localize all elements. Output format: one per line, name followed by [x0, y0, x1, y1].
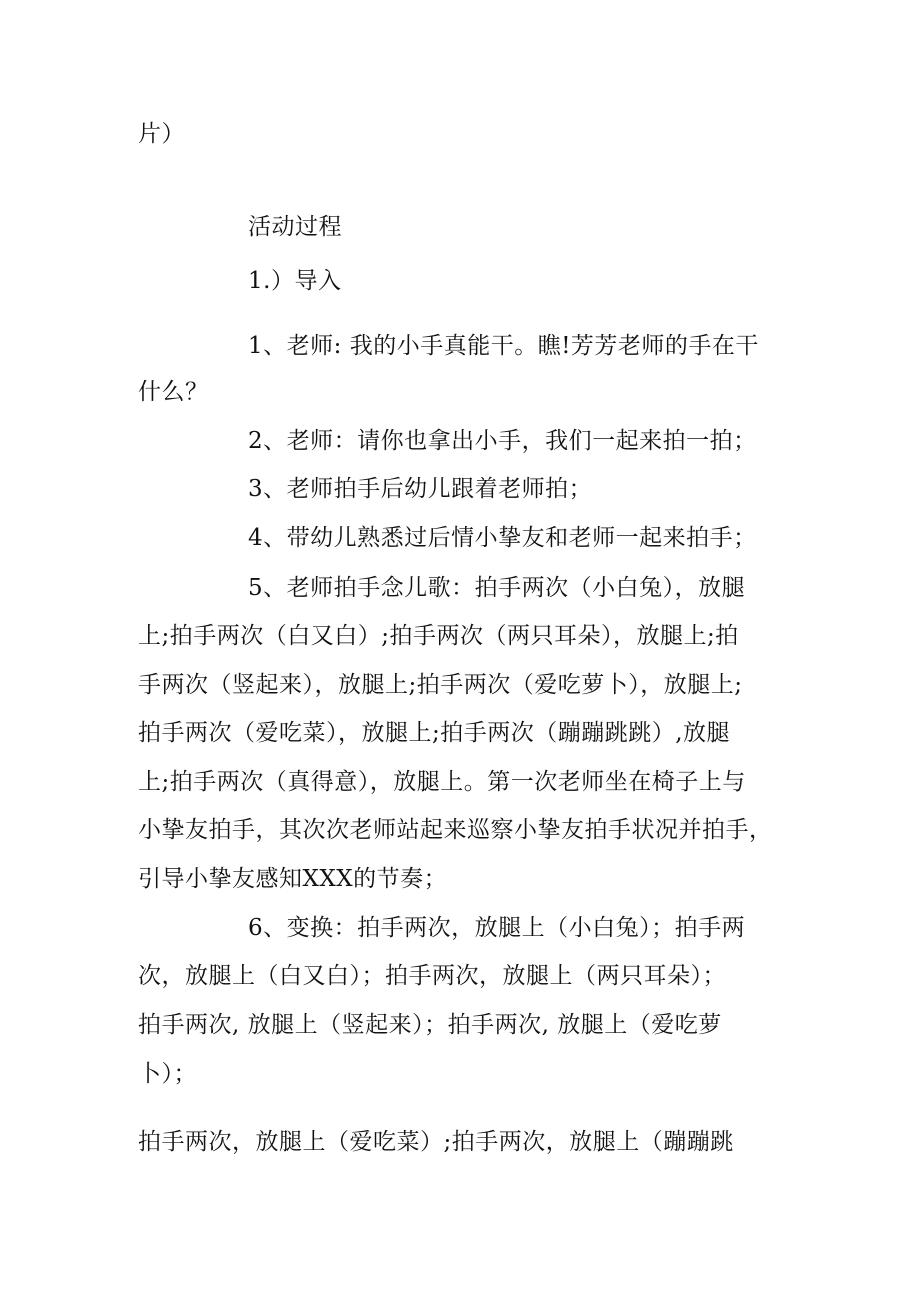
text-line: 拍手两次，放腿上（爱吃菜）;拍手两次，放腿上（蹦蹦跳: [138, 1129, 734, 1155]
text-line: 拍手两次, 放腿上（竖起来）；拍手两次, 放腿上（爱吃萝: [138, 1012, 722, 1038]
text-line: 次，放腿上（白又白）；拍手两次，放腿上（两只耳朵）；: [138, 963, 726, 989]
section-heading: 活动过程: [248, 214, 342, 240]
text-line: 什么？: [138, 379, 209, 405]
text-line: 6、变换：拍手两次，放腿上（小白兔）；拍手两: [248, 915, 746, 941]
text-line: 上;拍手两次（真得意），放腿上。第一次老师坐在椅子上与: [138, 769, 746, 795]
text-line: 5、老师拍手念儿歌：拍手两次（小白兔），放腿: [248, 575, 746, 601]
text-line: 拍手两次（爱吃菜），放腿上;拍手两次（蹦蹦跳跳）,放腿: [138, 720, 731, 746]
text-line: 手两次（竖起来），放腿上;拍手两次（爱吃萝卜），放腿上;: [138, 672, 743, 698]
text-line: 片）: [138, 121, 185, 147]
text-line: 上;拍手两次（白又白）;拍手两次（两只耳朵），放腿上;拍: [138, 623, 739, 649]
text-line: 2、老师：请你也拿出小手，我们一起来拍一拍；: [248, 428, 757, 454]
text-line: 1、老师: 我的小手真能干。瞧!芳芳老师的手在干: [248, 333, 759, 359]
text-line: 引导小挚友感知XXX的节奏；: [138, 866, 448, 892]
text-line: 4、带幼儿熟悉过后情小挚友和老师一起来拍手；: [248, 525, 757, 551]
subsection-heading: 1.）导入: [248, 268, 342, 294]
text-line: 小挚友拍手，其次次老师站起来巡察小挚友拍手状况并拍手，: [138, 817, 773, 843]
text-line: 卜）；: [138, 1061, 197, 1087]
text-line: 3、老师拍手后幼儿跟着老师拍；: [248, 476, 593, 502]
